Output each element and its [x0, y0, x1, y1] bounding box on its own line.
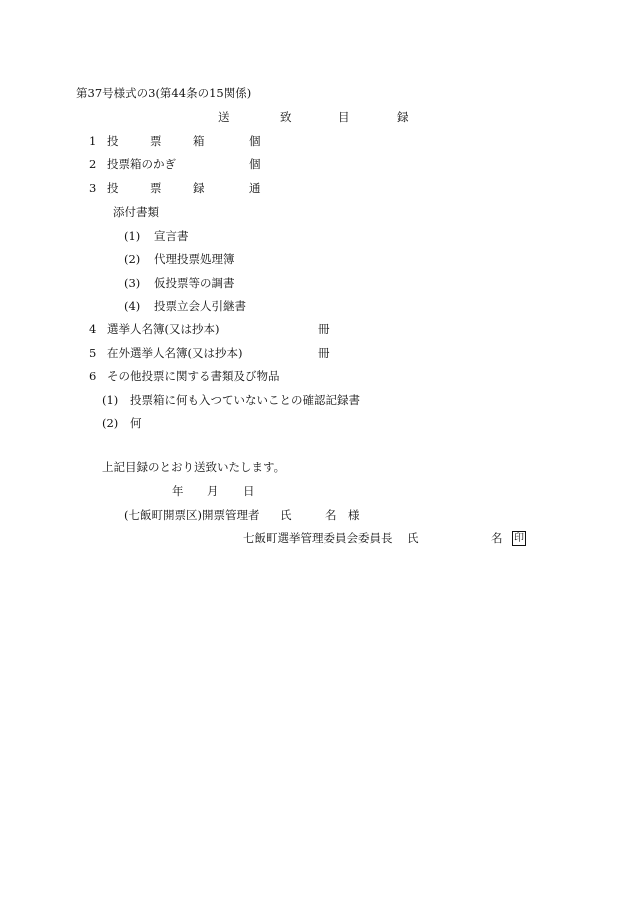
item-label: 在外選挙人名簿(又は抄本) — [107, 346, 243, 360]
title-char: 送 — [218, 110, 230, 124]
item-char: 票 — [150, 181, 162, 195]
item-number: 4 — [89, 322, 97, 336]
item-number: 1 — [89, 134, 97, 148]
item-unit: 個 — [249, 134, 261, 148]
item-unit: 個 — [249, 157, 261, 171]
attachment-number: (1) — [124, 229, 141, 243]
sub-item-number: (2) — [102, 416, 119, 430]
item-label: その他投票に関する書類及び物品 — [107, 369, 280, 383]
item-label: 選挙人名簿(又は抄本) — [107, 322, 220, 336]
date-day: 日 — [243, 484, 255, 498]
sender-sama: 様 — [348, 508, 360, 522]
attachment-number: (3) — [124, 276, 141, 290]
item-char: 票 — [150, 134, 162, 148]
item-char: 投 — [107, 134, 119, 148]
attachment-label: 宣言書 — [154, 229, 189, 243]
sender-shi: 氏 — [280, 508, 292, 522]
attachment-label: 仮投票等の調書 — [154, 276, 235, 290]
sub-item-number: (1) — [102, 393, 119, 407]
recipient-mei: 名 — [491, 531, 503, 545]
attachment-number: (4) — [124, 299, 141, 313]
sub-item-label: 投票箱に何も入つていないことの確認記録書 — [130, 393, 360, 407]
item-char: 投 — [107, 181, 119, 195]
item-unit: 冊 — [318, 322, 330, 336]
sender-mei: 名 — [325, 508, 337, 522]
item-unit: 冊 — [318, 346, 330, 360]
date-month: 月 — [207, 484, 219, 498]
sender-title: (七飯町開票区)開票管理者 — [124, 508, 260, 522]
recipient-shi: 氏 — [407, 531, 419, 545]
item-label: 投票箱のかぎ — [107, 157, 176, 171]
title-char: 録 — [397, 110, 409, 124]
item-number: 2 — [89, 157, 97, 171]
title-char: 目 — [338, 110, 350, 124]
title-char: 致 — [280, 110, 292, 124]
date-year: 年 — [172, 484, 184, 498]
item-number: 3 — [89, 181, 97, 195]
attachment-label: 代理投票処理簿 — [154, 252, 235, 266]
item-number: 6 — [89, 369, 97, 383]
attachment-label: 投票立会人引継書 — [154, 299, 246, 313]
item-number: 5 — [89, 346, 97, 360]
attachment-number: (2) — [124, 252, 141, 266]
closing-statement: 上記目録のとおり送致いたします。 — [102, 460, 286, 474]
item-char: 録 — [193, 181, 205, 195]
recipient-title: 七飯町選挙管理委員会委員長 — [243, 531, 393, 545]
item-char: 箱 — [193, 134, 205, 148]
sub-item-label: 何 — [130, 416, 142, 430]
seal-mark: 印 — [514, 533, 524, 544]
item-unit: 通 — [249, 181, 261, 195]
form-number: 第37号様式の3(第44条の15関係) — [76, 86, 252, 100]
attachments-heading: 添付書類 — [113, 205, 159, 219]
